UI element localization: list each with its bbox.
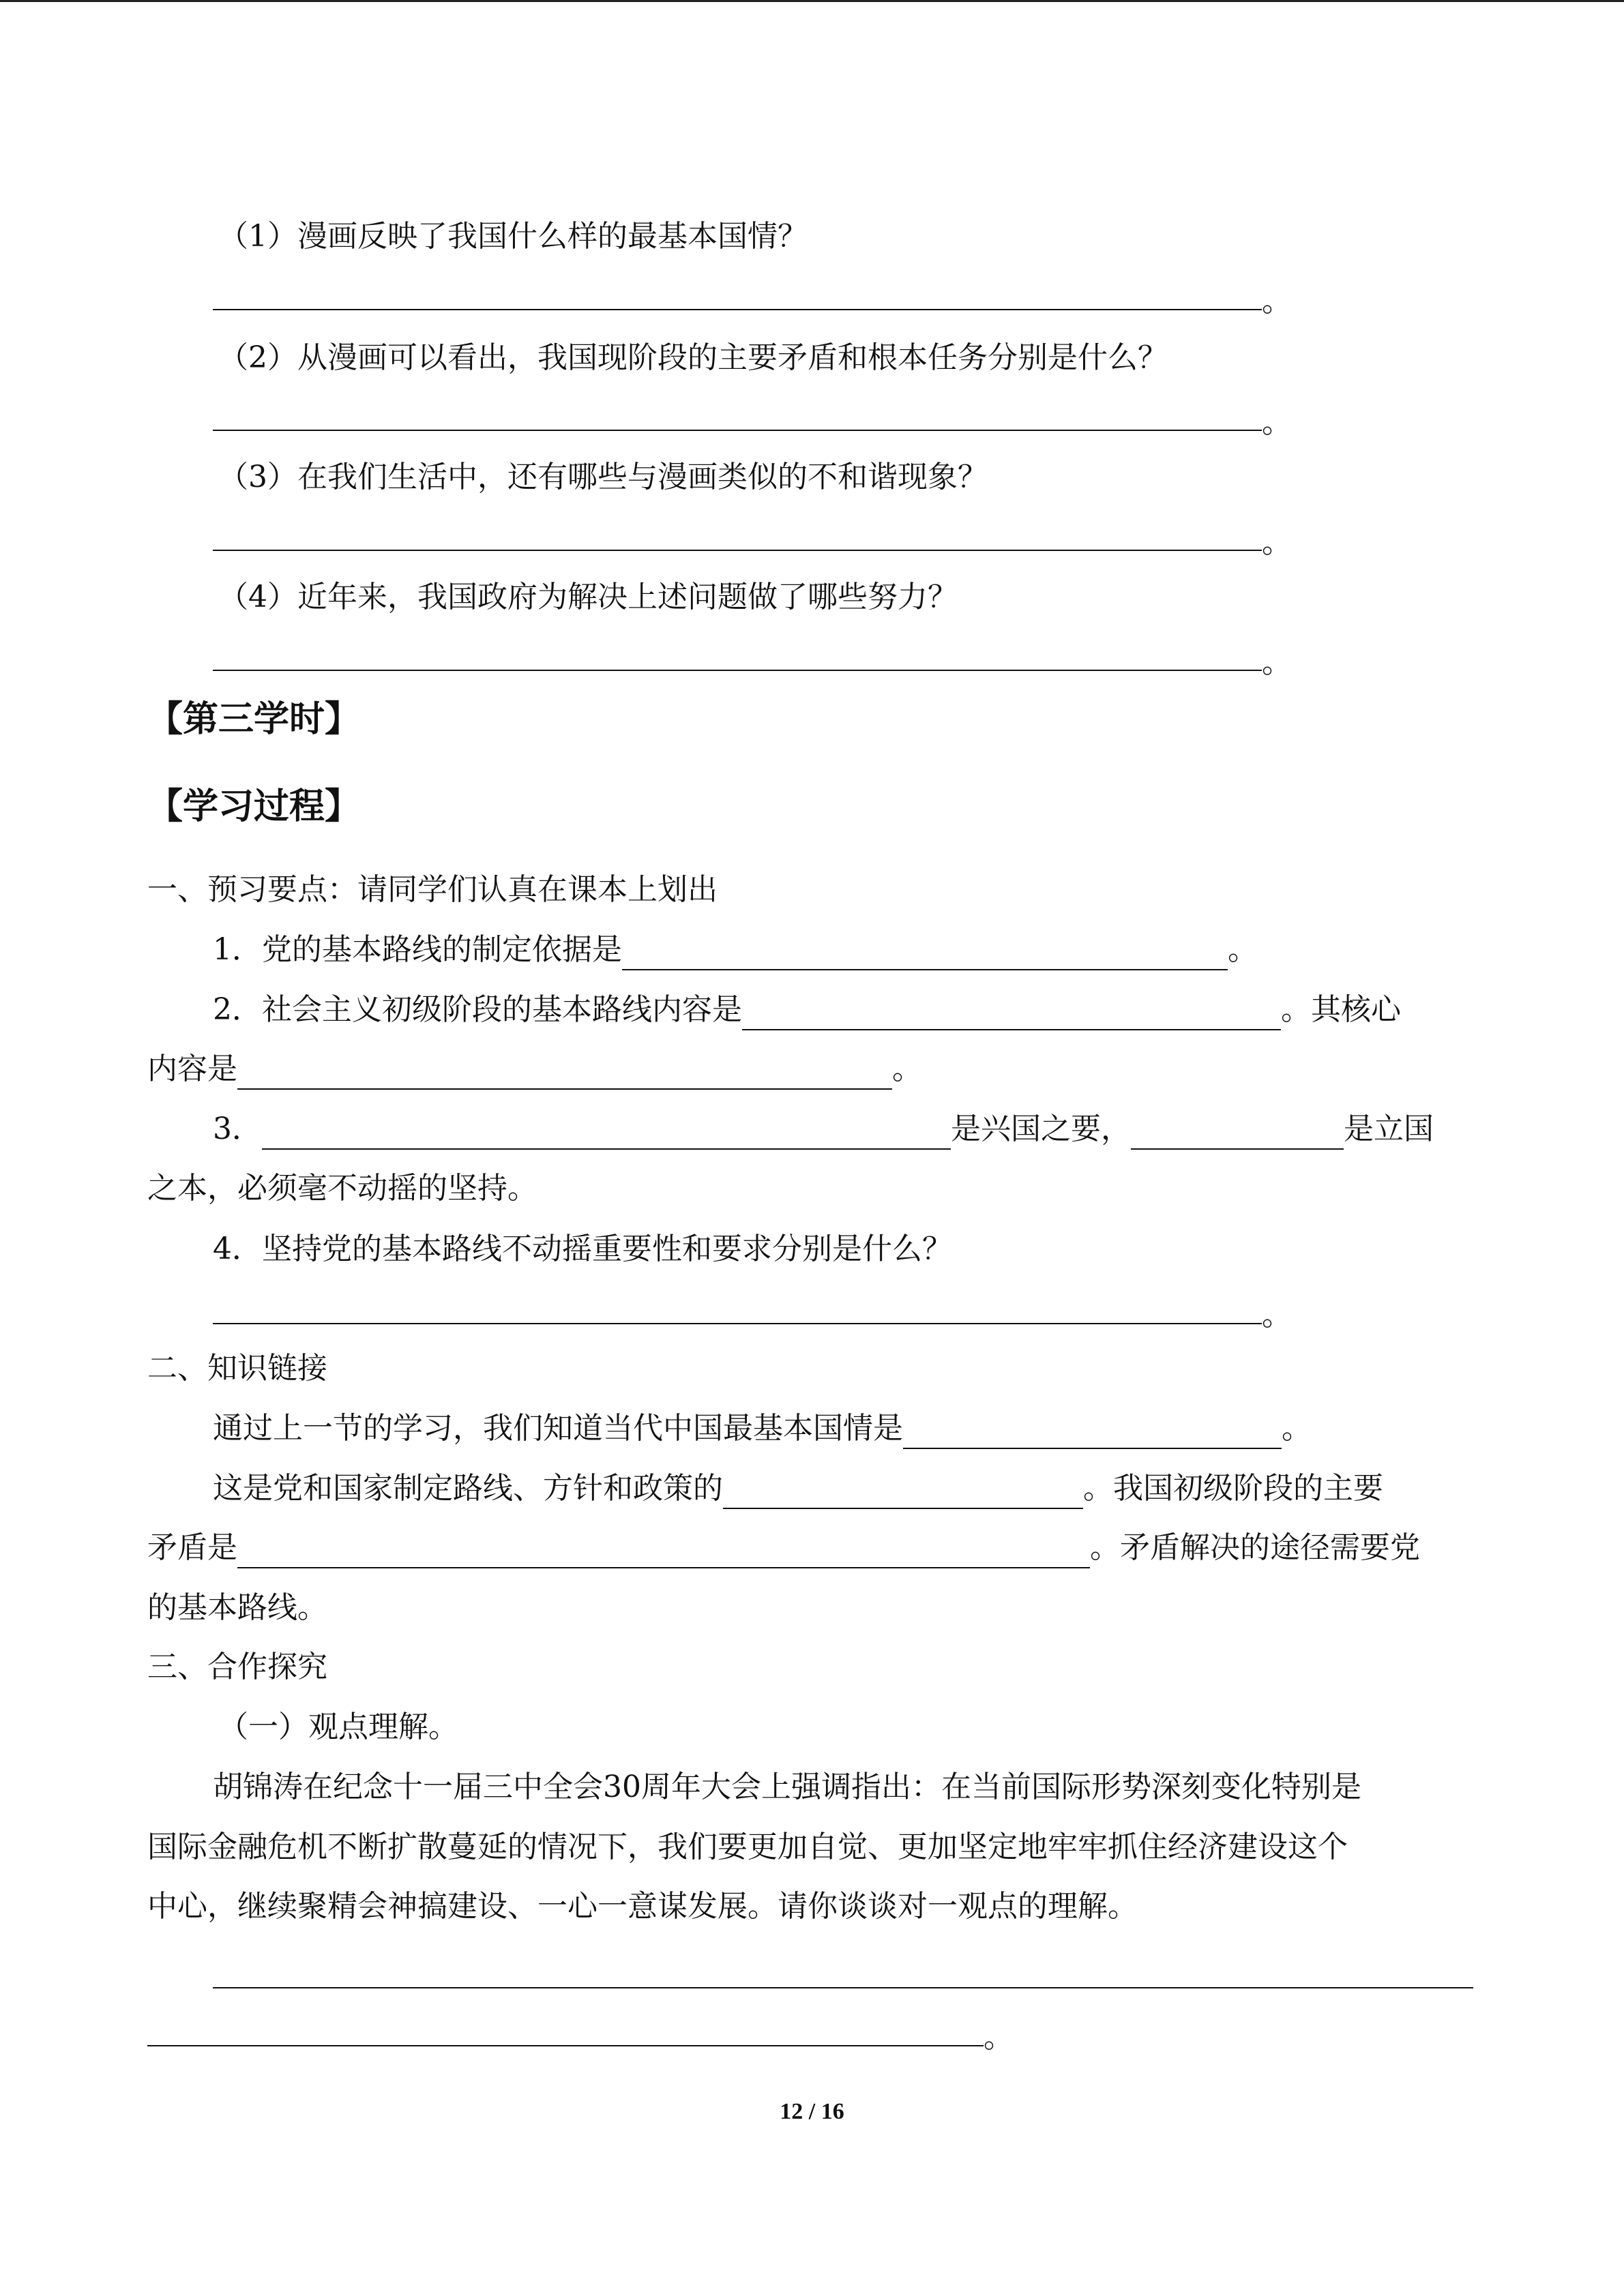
period: 。 bbox=[1262, 405, 1292, 440]
fill-blank[interactable] bbox=[723, 1474, 1083, 1509]
item-4: 4．坚持党的基本路线不动摇重要性和要求分别是什么？ bbox=[213, 1232, 952, 1266]
paragraph-line-3: 中心，继续聚精会神搞建设、一心一意谋发展。请你谈谈对一观点的理解。 bbox=[147, 1889, 1138, 1924]
answer-line-4[interactable] bbox=[213, 670, 1262, 671]
item-3: 3． 是兴国之要， 是立国 bbox=[213, 1109, 1434, 1150]
period: 。 bbox=[1262, 1298, 1292, 1332]
link-2: 这是党和国家制定路线、方针和政策的 。我国初级阶段的主要 bbox=[213, 1468, 1383, 1509]
fill-blank[interactable] bbox=[903, 1414, 1282, 1449]
item-2-cont: 内容是 。 bbox=[147, 1049, 922, 1090]
question-3: （3）在我们生活中，还有哪些与漫画类似的不和谐现象？ bbox=[218, 460, 988, 494]
paragraph-line-1: 胡锦涛在纪念十一届三中全会30周年大会上强调指出：在当前国际形势深刻变化特别是 bbox=[213, 1770, 1361, 1804]
period: 。 bbox=[1262, 645, 1292, 680]
period: 。 bbox=[1262, 525, 1292, 560]
section-2-title: 二、知识链接 bbox=[147, 1351, 327, 1386]
question-1: （1）漫画反映了我国什么样的最基本国情？ bbox=[218, 219, 808, 254]
fill-blank[interactable] bbox=[742, 995, 1281, 1030]
answer-line-2[interactable] bbox=[213, 430, 1262, 431]
answer-line-item-4[interactable] bbox=[213, 1323, 1262, 1324]
question-4: （4）近年来，我国政府为解决上述问题做了哪些努力？ bbox=[218, 580, 958, 614]
item-2: 2．社会主义初级阶段的基本路线内容是 。其核心 bbox=[213, 989, 1401, 1030]
answer-line-3[interactable] bbox=[213, 550, 1262, 551]
section-3-title: 三、合作探究 bbox=[147, 1650, 327, 1684]
period: 。 bbox=[984, 2020, 1014, 2055]
link-2-end: 的基本路线。 bbox=[147, 1590, 327, 1625]
link-1: 通过上一节的学习，我们知道当代中国最基本国情是 。 bbox=[213, 1408, 1312, 1449]
section-1-title: 一、预习要点：请同学们认真在课本上划出 bbox=[147, 872, 718, 907]
answer-line-1[interactable] bbox=[213, 309, 1262, 310]
heading-lesson: 【第三学时】 bbox=[147, 699, 361, 740]
fill-blank[interactable] bbox=[237, 1054, 892, 1090]
fill-blank[interactable] bbox=[1131, 1114, 1344, 1150]
link-2-cont: 矛盾是 。矛盾解决的途径需要党 bbox=[147, 1527, 1420, 1568]
answer-line-5[interactable] bbox=[213, 1987, 1473, 1988]
fill-blank[interactable] bbox=[622, 935, 1228, 970]
page-top-border bbox=[0, 0, 1624, 2]
period: 。 bbox=[1262, 284, 1292, 318]
fill-blank[interactable] bbox=[262, 1114, 951, 1150]
item-1: 1．党的基本路线的制定依据是 。 bbox=[213, 929, 1258, 970]
page-number: 12 / 16 bbox=[780, 2099, 844, 2124]
heading-process: 【学习过程】 bbox=[147, 786, 361, 827]
answer-line-6[interactable] bbox=[147, 2045, 984, 2046]
paragraph-line-2: 国际金融危机不断扩散蔓延的情况下，我们要更加自觉、更加坚定地牢牢抓住经济建设这个 bbox=[147, 1830, 1348, 1864]
question-2: （2）从漫画可以看出，我国现阶段的主要矛盾和根本任务分别是什么？ bbox=[218, 340, 1168, 375]
item-3-cont: 之本，必须毫不动摇的坚持。 bbox=[147, 1171, 537, 1206]
subsection-title: （一）观点理解。 bbox=[218, 1710, 458, 1744]
fill-blank[interactable] bbox=[237, 1533, 1090, 1568]
